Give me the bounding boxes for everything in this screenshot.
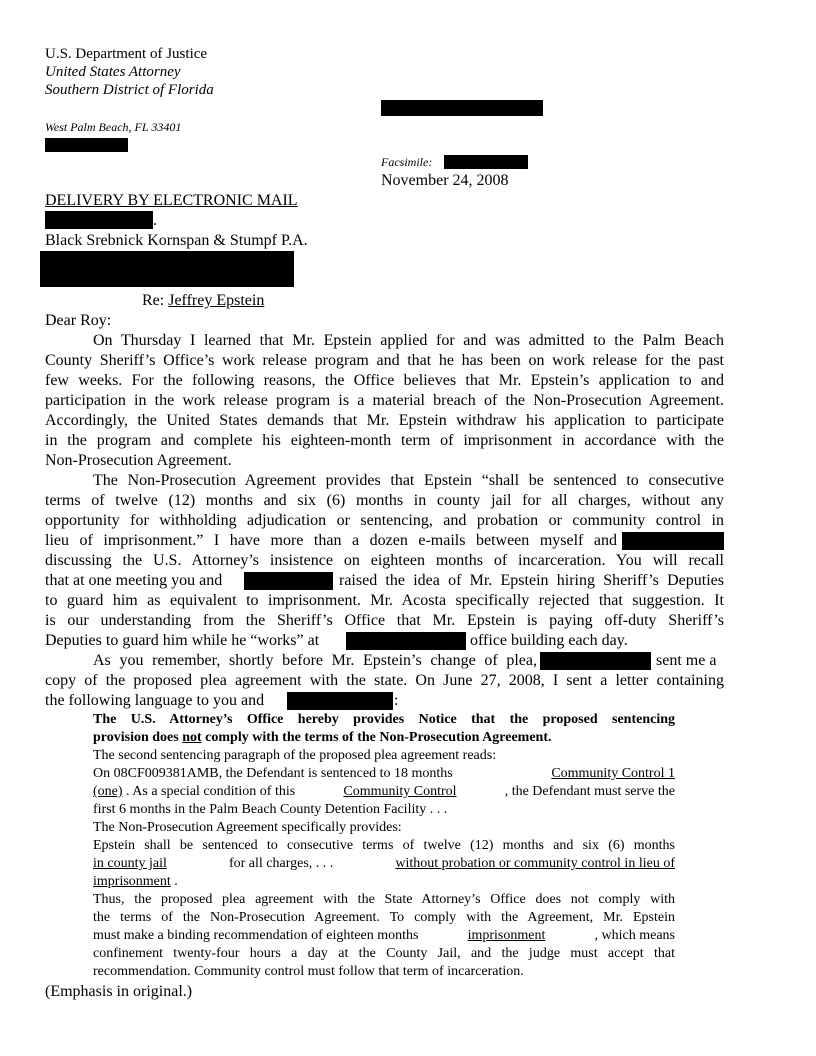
quote-text: must make a binding recommendation of eighteen months bbox=[93, 928, 419, 943]
letterhead-office: United States Attorney bbox=[45, 64, 181, 80]
quote-text: , which means bbox=[594, 928, 675, 943]
salutation: Dear Roy: bbox=[45, 312, 112, 329]
paragraph-line: lieu of imprisonment.” I have more than a dozen e-mails between myself and bbox=[45, 532, 617, 549]
paragraph-line: in the program and complete his eighteen-month term of imprisonment in accordance with the bbox=[45, 432, 724, 449]
paragraph-line: terms of twelve (12) months and six (6) months in county jail for all charges, without any bbox=[45, 492, 724, 509]
letterhead-address: West Palm Beach, FL 33401 bbox=[45, 120, 182, 134]
paragraph-text: raised the idea of Mr. Epstein hiring Sheriff’s Deputies bbox=[339, 572, 724, 589]
quote-line: recommendation. Community control must follow that term of incarceration. bbox=[93, 964, 524, 979]
redaction-box bbox=[45, 138, 128, 152]
quote-text: comply with the terms of the Non-Prosecution Agreement. bbox=[205, 730, 552, 745]
quote-underlined: in county jail bbox=[93, 856, 167, 871]
quote-text: On 08CF009381AMB, the Defendant is sentenced to 18 months bbox=[93, 766, 453, 781]
quote-line: The second sentencing paragraph of the proposed plea agreement reads: bbox=[93, 748, 497, 763]
re-subject: Jeffrey Epstein bbox=[168, 292, 265, 309]
facsimile-label: Facsimile: bbox=[381, 155, 433, 169]
quote-text: . bbox=[174, 874, 178, 889]
quote-emphasis: not bbox=[182, 730, 202, 745]
quote-line bbox=[93, 765, 675, 783]
redaction-box bbox=[346, 632, 466, 650]
quote-text: for all charges, . . . bbox=[228, 856, 334, 871]
quote-underlined: Community Control bbox=[343, 784, 457, 799]
re-line bbox=[142, 291, 264, 311]
letter-date: November 24, 2008 bbox=[381, 172, 509, 189]
quote-text: . As a special condition of this bbox=[126, 784, 296, 799]
quote-line: first 6 months in the Palm Beach County Detention Facility . . . bbox=[93, 802, 448, 817]
quote-line bbox=[93, 927, 675, 945]
quote-underlined: imprisonment bbox=[93, 874, 171, 889]
recipient-name-suffix: . bbox=[153, 212, 157, 229]
quote-bold-line: The U.S. Attorney’s Office hereby provides Notice that the proposed sentencing bbox=[93, 712, 675, 727]
quote-underlined: Community Control 1 bbox=[551, 766, 675, 781]
paragraph-text: As you remember, shortly before Mr. Epstein’s change of plea, bbox=[93, 652, 537, 669]
paragraph-line: to guard him as equivalent to imprisonment. Mr. Acosta specifically rejected that suggestion. It bbox=[45, 592, 724, 609]
quote-line bbox=[93, 783, 675, 801]
quote-line: confinement twenty-four hours a day at the County Jail, and the judge must accept that bbox=[93, 946, 675, 961]
paragraph-line: On Thursday I learned that Mr. Epstein applied for and was admitted to the Palm Beach bbox=[93, 332, 724, 349]
letterhead-district: Southern District of Florida bbox=[45, 82, 214, 98]
quote-line: the terms of the Non-Prosecution Agreement. To comply with the Agreement, Mr. Epstein bbox=[93, 910, 675, 925]
paragraph-line: County Sheriff’s Office’s work release program and that he has been on work release for the past bbox=[45, 352, 724, 369]
paragraph-line: The Non-Prosecution Agreement provides that Epstein “shall be sentenced to consecutive bbox=[93, 472, 724, 489]
quote-line: Epstein shall be sentenced to consecutive terms of twelve (12) months and six (6) months bbox=[93, 838, 675, 853]
paragraph-line: copy of the proposed plea agreement with the state. On June 27, 2008, I sent a letter containing bbox=[45, 672, 724, 689]
redaction-box bbox=[381, 100, 543, 116]
redaction-box bbox=[45, 211, 153, 229]
quote-line bbox=[93, 855, 675, 873]
redaction-box bbox=[287, 692, 393, 710]
delivery-method: DELIVERY BY ELECTRONIC MAIL bbox=[45, 192, 298, 209]
re-label: Re: bbox=[142, 292, 165, 309]
paragraph-line: Accordingly, the United States demands that Mr. Epstein withdraw his application to participate bbox=[45, 412, 724, 429]
paragraph-text: : bbox=[394, 692, 399, 709]
redaction-box bbox=[444, 155, 528, 169]
redaction-box bbox=[540, 652, 651, 670]
recipient-firm: Black Srebnick Kornspan & Stumpf P.A. bbox=[45, 232, 308, 249]
paragraph-text: that at one meeting you and bbox=[45, 572, 223, 589]
quote-line bbox=[93, 873, 178, 891]
quote-bold-line bbox=[93, 729, 551, 747]
paragraph-line: Non-Prosecution Agreement. bbox=[45, 452, 232, 469]
quote-text: provision does bbox=[93, 730, 179, 745]
paragraph-line: opportunity for withholding adjudication or sentencing, and probation or community control in bbox=[45, 512, 724, 529]
letterhead-department: U.S. Department of Justice bbox=[45, 46, 208, 62]
quote-underlined: imprisonment bbox=[467, 928, 546, 943]
quote-line: The Non-Prosecution Agreement specifically provides: bbox=[93, 820, 402, 835]
closing-note: (Emphasis in original.) bbox=[45, 983, 193, 1000]
paragraph-line: few weeks. For the following reasons, the Office believes that Mr. Epstein’s application to and bbox=[45, 372, 724, 389]
quote-underlined: (one) bbox=[93, 784, 123, 799]
quote-text: , the Defendant must serve the bbox=[504, 784, 675, 799]
paragraph-text: Deputies to guard him while he “works” at bbox=[45, 632, 320, 649]
paragraph-text: office building each day. bbox=[470, 632, 628, 649]
paragraph-line: discussing the U.S. Attorney’s insistence on eighteen months of incarceration. You will recall bbox=[45, 552, 724, 569]
quote-line: Thus, the proposed plea agreement with the State Attorney’s Office does not comply with bbox=[93, 892, 675, 907]
paragraph-text: sent me a bbox=[656, 652, 717, 669]
paragraph-text: the following language to you and bbox=[45, 692, 265, 709]
paragraph-line: participation in the work release program is a material breach of the Non-Prosecution Agreement. bbox=[45, 392, 724, 409]
quote-underlined: without probation or community control in lieu of bbox=[395, 856, 675, 871]
redaction-box bbox=[622, 532, 724, 550]
paragraph-line: is our understanding from the Sheriff’s Office that Mr. Epstein is paying off-duty Sheriff’s bbox=[45, 612, 724, 629]
redaction-box bbox=[244, 572, 333, 590]
redaction-box bbox=[40, 251, 294, 287]
